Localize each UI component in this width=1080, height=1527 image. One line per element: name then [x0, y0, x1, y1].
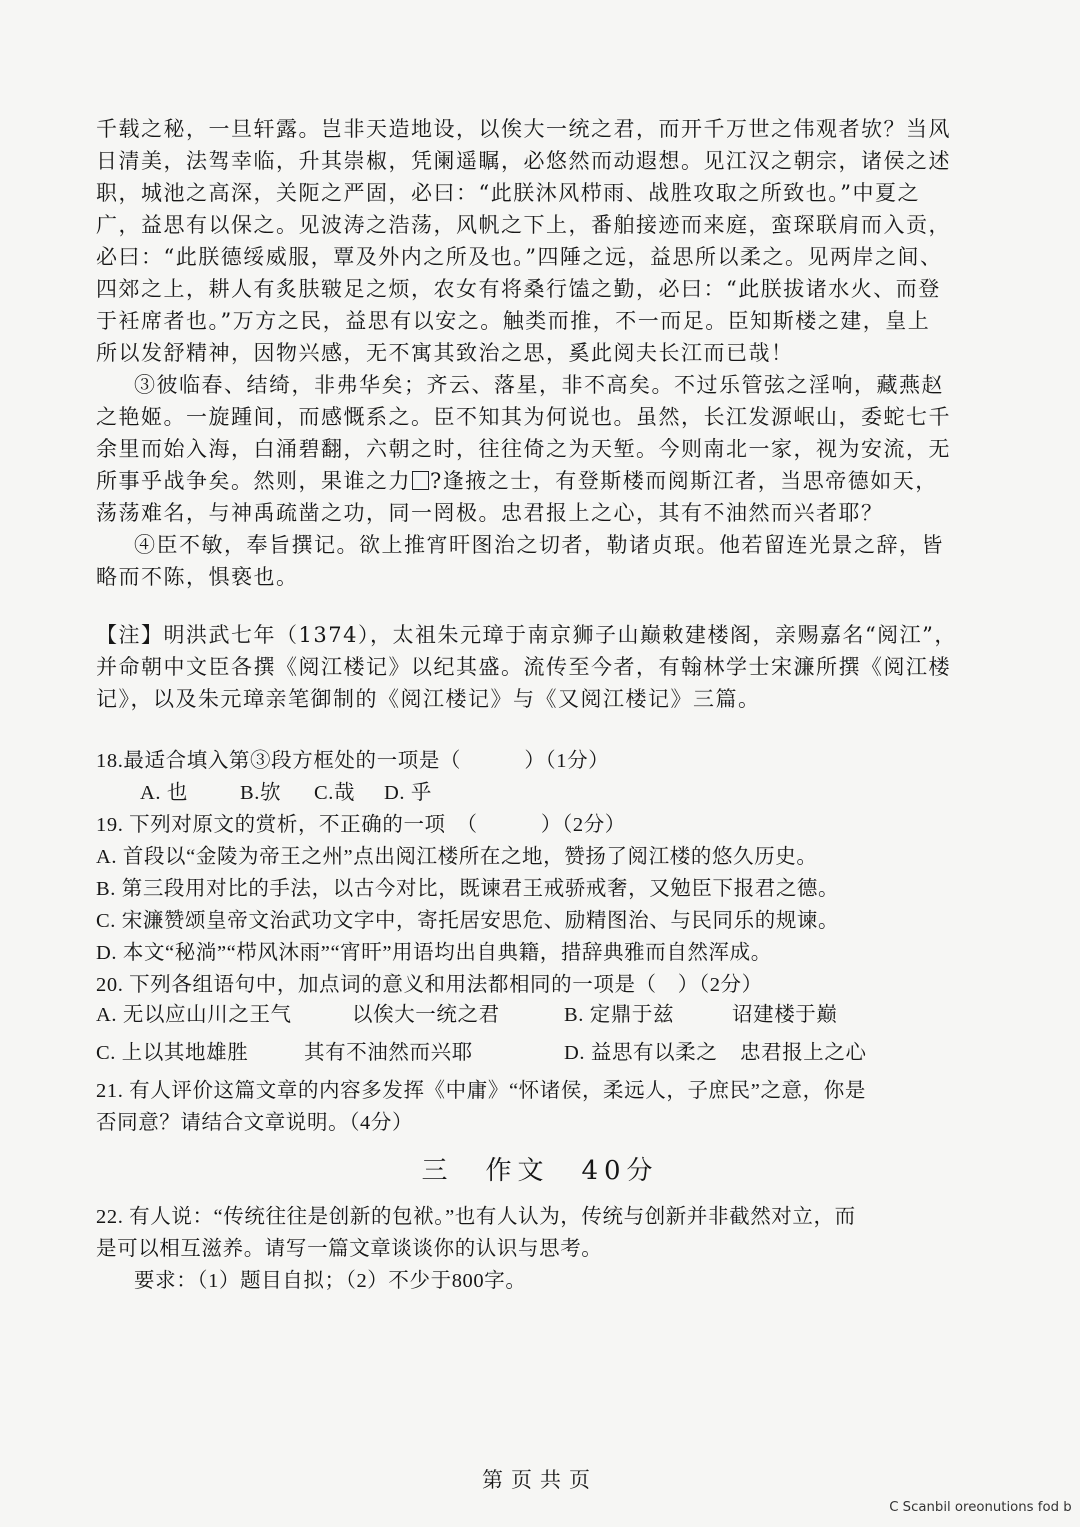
section-3-title: 三 作文 40分 [421, 1156, 659, 1186]
passage-line-5: 必曰：“此朕德绥威服，覃及外内之所及也。”四陲之远，益思所以柔之。见两岸之间、 [96, 245, 943, 269]
question-18: 18.最适合填入第③段方框处的一项是（ ）（1分） [96, 750, 610, 772]
q20-option-b-second: 诏建楼于巅 [732, 1004, 838, 1026]
passage-line-15: 略而不陈，惧亵也。 [96, 565, 299, 589]
question-20: 20. 下列各组语句中，加点词的意义和用法都相同的一项是（ ）（2分） [96, 974, 763, 996]
note-line-2: 并命朝中文臣各撰《阅江楼记》以纪其盛。流传至今者，有翰林学士宋濂所撰《阅江楼 [96, 655, 951, 679]
passage-line-3: 职，城池之高深，关阨之严固，必曰：“此朕沐风栉雨、战胜攻取之所致也。”中夏之 [96, 181, 920, 205]
passage-line-9: ③彼临春、结绮，非弗华矣；齐云、落星，非不高矣。不过乐管弦之淫响，藏燕赵 [134, 373, 944, 397]
q18-option-b: B.欤 [240, 782, 282, 804]
passage-line-6: 四郊之上，耕人有炙肤皲足之烦，农女有将桑行馌之勤，必曰：“此朕拔诸水火、而登 [96, 277, 941, 301]
question-19: 19. 下列对原文的赏析，不正确的一项 （ ）（2分） [96, 814, 626, 836]
blank-box-icon [412, 471, 429, 490]
passage-line-10: 之艳姬。一旋踵间，而感慨系之。臣不知其为何说也。虽然，长江发源岷山，委蛇七千 [96, 405, 951, 429]
q20-option-a-first: A. 无以应山川之王气 [96, 1004, 292, 1026]
q18-option-a: A. 也 [140, 782, 188, 804]
passage-line-7: 于衽席者也。”万方之民，益思有以安之。触类而推，不一而足。臣知斯楼之建，皇上 [96, 309, 931, 333]
passage-line-4: 广，益思有以保之。见波涛之浩荡，风帆之下上，番舶接迹而来庭，蛮琛联肩而入贡， [96, 213, 951, 237]
note-line-3: 记》，以及朱元璋亲笔御制的《阅江楼记》与《又阅江楼记》三篇。 [96, 687, 761, 711]
q19-option-a: A. 首段以“金陵为帝王之州”点出阅江楼所在之地，赞扬了阅江楼的悠久历史。 [96, 846, 818, 868]
q20-option-c-first: C. 上以其地雄胜 [96, 1042, 249, 1064]
q20-option-c-second: 其有不油然而兴耶 [304, 1042, 473, 1064]
question-22-line-2: 是可以相互滋养。请写一篇文章谈谈你的认识与思考。 [96, 1238, 603, 1260]
passage-line-12-end: ?逢掖之士，有登斯楼而阅斯江者，当思帝德如天， [430, 469, 938, 493]
q19-option-b: B. 第三段用对比的手法，以古今对比，既谏君王戒骄戒奢，又勉臣下报君之德。 [96, 878, 840, 900]
q19-option-d: D. 本文“秘淌”“栉风沐雨”“宵旰”用语均出自典籍，措辞典雅而自然浑成。 [96, 942, 772, 964]
passage-line-11: 余里而始入海，白涌碧翻，六朝之时，往往倚之为天堑。今则南北一家，视为安流，无 [96, 437, 951, 461]
question-22-line-1: 22. 有人说：“传统往往是创新的包袱。”也有人认为，传统与创新并非截然对立，而 [96, 1206, 856, 1228]
q20-option-d-second: 忠君报上之心 [740, 1042, 867, 1064]
page-number-footer: 第页共页 [482, 1468, 598, 1492]
passage-line-1: 千载之秘，一旦轩露。岂非天造地设，以俟大一统之君，而开千万世之伟观者欤？当风 [96, 117, 951, 141]
q18-option-d: D. 乎 [384, 782, 432, 804]
note-line-1: 【注】明洪武七年（1374），太祖朱元璋于南京狮子山巅敕建楼阁，亲赐嘉名“阅江”， [96, 623, 957, 647]
q20-option-a-second: 以俟大一统之君 [352, 1004, 500, 1026]
q18-option-c: C.哉 [314, 782, 356, 804]
question-21-line-1: 21. 有人评价这篇文章的内容多发挥《中庸》“怀诸侯，柔远人，子庶民”之意，你是 [96, 1080, 866, 1102]
passage-line-12 [96, 466, 986, 496]
q19-option-c: C. 宋濂赞颂皇帝文治武功文字中，寄托居安思危、励精图治、与民同乐的规谏。 [96, 910, 840, 932]
passage-line-14: ④臣不敏，奉旨撰记。欲上推宵旰图治之切者，勒诸贞珉。他若留连光景之辞，皆 [134, 533, 944, 557]
passage-line-12-start: 所事乎战争矣。然则，果谁之力 [96, 469, 411, 493]
essay-requirement: 要求：（1）题目自拟；（2）不少于800字。 [134, 1270, 527, 1292]
passage-line-2: 日清美，法驾幸临，升其崇椒，凭阑遥瞩，必悠然而动遐想。见江汉之朝宗，诸侯之述 [96, 149, 951, 173]
q20-option-b-first: B. 定鼎于兹 [564, 1004, 675, 1026]
passage-line-13: 荡荡难名，与神禹疏凿之功，同一罔极。忠君报上之心，其有不油然而兴者耶？ [96, 501, 884, 525]
q20-option-d-first: D. 益思有以柔之 [564, 1042, 718, 1064]
passage-line-8: 所以发舒精神，因物兴感，无不寓其致治之思，奚此阅夫长江而已哉！ [96, 341, 794, 365]
question-21-line-2: 否同意？请结合文章说明。（4分） [96, 1112, 414, 1134]
scanner-watermark: C Scanbil oreonutions fod b [889, 1500, 1072, 1515]
